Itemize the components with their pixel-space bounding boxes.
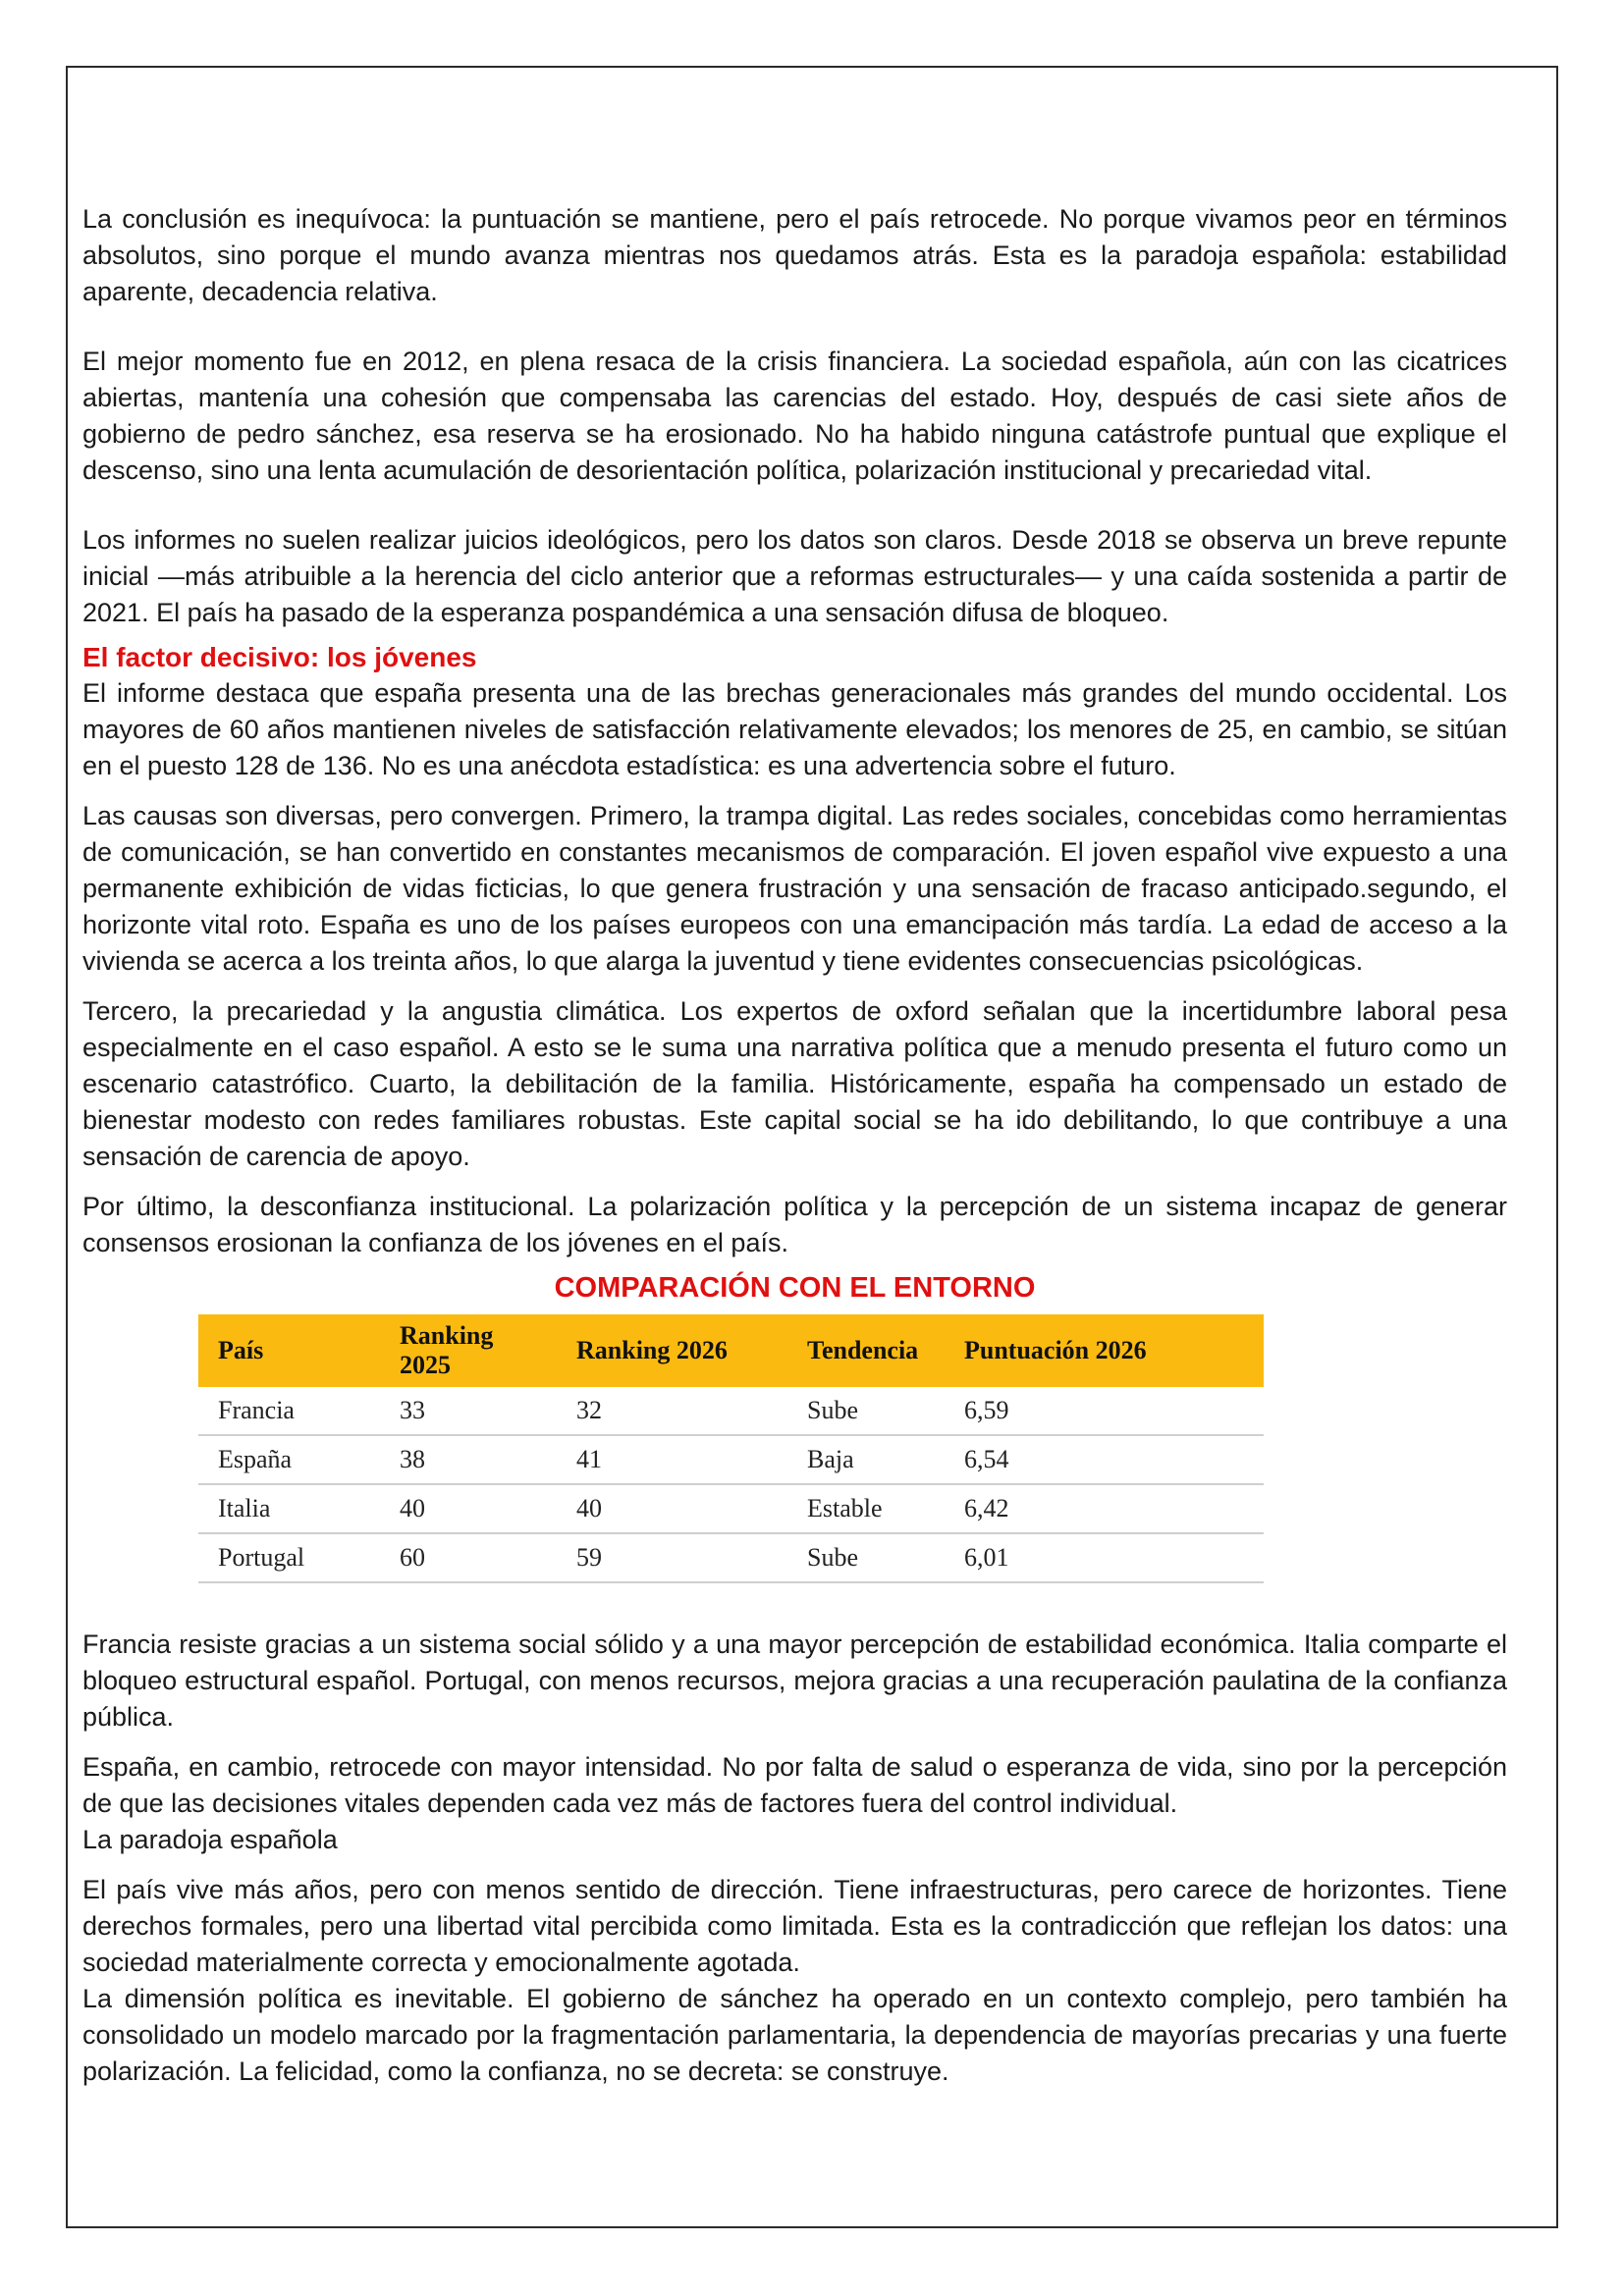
table-row-portugal: [198, 1533, 1264, 1582]
column-header-ranking-2025: Ranking 2025: [380, 1314, 557, 1387]
table-row-espana: [198, 1435, 1264, 1484]
column-header-puntuacion-2026: Puntuación 2026: [945, 1314, 1264, 1387]
column-header-ranking-2026: Ranking 2026: [557, 1314, 787, 1387]
table-title: COMPARACIÓN CON EL ENTORNO: [554, 1272, 1036, 1304]
cell-tendencia: Baja: [787, 1435, 945, 1484]
cell-pais: Italia: [198, 1484, 380, 1533]
paragraph-dimension-politica: La dimensión política es inevitable. El gobierno de sánchez ha operado en un contexto complejo, pero también ha consolidado un modelo marcado por la fragmentación parlamentaria, la dependencia de mayorías precarias y una fuerte polarización. La felicidad, como la confianza, no se decreta: se construye.: [82, 1984, 1507, 2086]
cell-pais: Portugal: [198, 1533, 380, 1582]
cell-puntuacion: 6,01: [945, 1533, 1264, 1582]
cell-ranking-2026: 32: [557, 1387, 787, 1435]
cell-puntuacion: 6,42: [945, 1484, 1264, 1533]
cell-ranking-2025: 33: [380, 1387, 557, 1435]
document-page-frame: [66, 66, 1558, 2228]
cell-pais: Francia: [198, 1387, 380, 1435]
paragraph-informes: Los informes no suelen realizar juicios ideológicos, pero los datos son claros. Desde 2018 se observa un breve repunte inicial —más atribuible a la herencia del ciclo anterior que a reformas estructurales— y una caída sostenida a partir de 2021. El país ha pasado de la esperanza pospandémica a una sensación difusa de bloqueo.: [82, 525, 1507, 627]
cell-puntuacion: 6,54: [945, 1435, 1264, 1484]
paragraph-paradoja-espanola: La paradoja española: [82, 1825, 338, 1854]
cell-ranking-2026: 41: [557, 1435, 787, 1484]
paragraph-pais-vive: El país vive más años, pero con menos sentido de dirección. Tiene infraestructuras, pero carece de horizontes. Tiene derechos formales, pero una libertad vital percibida como limitada. Esta es la contradicción que reflejan los datos: una sociedad materialmente correcta y emocionalmente agotada.: [82, 1875, 1507, 1977]
table-row-francia: [198, 1387, 1264, 1435]
cell-tendencia: Sube: [787, 1533, 945, 1582]
paragraph-informe-destaca: El informe destaca que españa presenta una de las brechas generacionales más grandes del mundo occidental. Los mayores de 60 años mantienen niveles de satisfacción relativamente elevados; los menores de 25, en cambio, se sitúan en el puesto 128 de 136. No es una anécdota estadística: es una advertencia sobre el futuro.: [82, 678, 1507, 780]
paragraph-tercero: Tercero, la precariedad y la angustia climática. Los expertos de oxford señalan que la incertidumbre laboral pesa especialmente en el caso español. A esto se le suma una narrativa política que a menudo presenta el futuro como un escenario catastrófico. Cuarto, la debilitación de la familia. Históricamente, españa ha compensado un estado de bienestar modesto con redes familiares robustas. Este capital social se ha ido debilitando, lo que contribuye a una sensación de carencia de apoyo.: [82, 996, 1507, 1171]
paragraph-por-ultimo: Por último, la desconfianza institucional. La polarización política y la percepción de un sistema incapaz de generar consensos erosionan la confianza de los jóvenes en el país.: [82, 1192, 1507, 1257]
cell-ranking-2025: 60: [380, 1533, 557, 1582]
paragraph-mejor-momento: El mejor momento fue en 2012, en plena resaca de la crisis financiera. La sociedad española, aún con las cicatrices abiertas, mantenía una cohesión que compensaba las carencias del estado. Hoy, después de casi siete años de gobierno de pedro sánchez, esa reserva se ha erosionado. No ha habido ninguna catástrofe puntual que explique el descenso, sino una lenta acumulación de desorientación política, polarización institucional y precariedad vital.: [82, 347, 1507, 485]
cell-ranking-2025: 38: [380, 1435, 557, 1484]
table-header: [198, 1314, 1264, 1387]
paragraph-conclusion: La conclusión es inequívoca: la puntuación se mantiene, pero el país retrocede. No porque vivamos peor en términos absolutos, sino porque el mundo avanza mientras nos quedamos atrás. Esta es la paradoja española: estabilidad aparente, decadencia relativa.: [82, 204, 1507, 306]
paragraph-causas: Las causas son diversas, pero convergen. Primero, la trampa digital. Las redes sociales, concebidas como herramientas de comunicación, se han convertido en constantes mecanismos de comparación. El joven español vive expuesto a una permanente exhibición de vidas ficticias, lo que genera frustración y una sensación de fracaso anticipado.segundo, el horizonte vital roto. España es uno de los países europeos con una emancipación más tardía. La edad de acceso a la vivienda se acerca a los treinta años, lo que alarga la juventud y tiene evidentes consecuencias psicológicas.: [82, 801, 1507, 976]
comparison-table: [198, 1314, 1264, 1583]
paragraph-francia-resiste: Francia resiste gracias a un sistema social sólido y a una mayor percepción de estabilidad económica. Italia comparte el bloqueo estructural español. Portugal, con menos recursos, mejora gracias a una recuperación paulatina de la confianza pública.: [82, 1629, 1507, 1732]
cell-puntuacion: 6,59: [945, 1387, 1264, 1435]
table-body: [198, 1387, 1264, 1582]
cell-pais: España: [198, 1435, 380, 1484]
section-heading-factor-decisivo: El factor decisivo: los jóvenes: [82, 642, 477, 672]
column-header-pais: País: [198, 1314, 380, 1387]
cell-ranking-2025: 40: [380, 1484, 557, 1533]
table-header-row: [198, 1314, 1264, 1387]
cell-ranking-2026: 59: [557, 1533, 787, 1582]
paragraph-espana-retrocede: España, en cambio, retrocede con mayor intensidad. No por falta de salud o esperanza de vida, sino por la percepción de que las decisiones vitales dependen cada vez más de factores fuera del control individual.: [82, 1752, 1507, 1818]
cell-tendencia: Estable: [787, 1484, 945, 1533]
cell-ranking-2026: 40: [557, 1484, 787, 1533]
column-header-tendencia: Tendencia: [787, 1314, 945, 1387]
cell-tendencia: Sube: [787, 1387, 945, 1435]
table-row-italia: [198, 1484, 1264, 1533]
